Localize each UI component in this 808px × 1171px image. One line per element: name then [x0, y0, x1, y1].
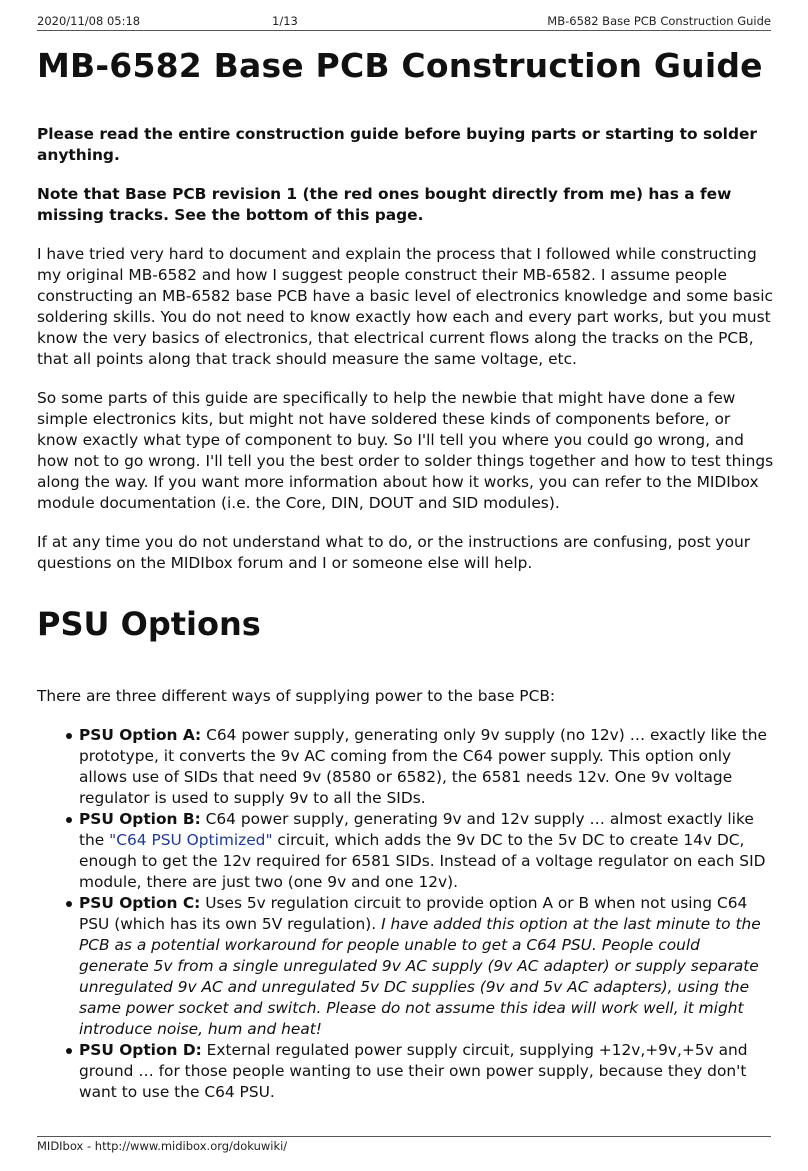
- page-title: MB-6582 Base PCB Construction Guide: [37, 46, 763, 85]
- intro-warning-2: Note that Base PCB revision 1 (the red ones bought directly from me) has a few missing tracks. See the bottom of this page.: [37, 185, 732, 224]
- option-b-text-1: C64 power supply, generating 9v and 12v supply … almost exactly like the: [79, 810, 754, 849]
- list-item-option-c: [79, 893, 774, 1040]
- option-a-text: C64 power supply, generating only 9v supply (no 12v) … exactly like the prototype, it converts the 9v AC coming from the C64 power supply. This option only allows use of SIDs that need 9v (8580 or 6582), the 6581 needs 12v. One 9v voltage regulator is used to supply 9v to all the SIDs.: [79, 726, 768, 807]
- header-timestamp: 2020/11/08 05:18: [37, 14, 141, 28]
- page-header: [37, 14, 771, 31]
- option-d-text: External regulated power supply circuit, supplying +12v,+9v,+5v and ground … for those people wanting to use their own power supply, because they don't want to use the C64 PSU.: [79, 1041, 748, 1101]
- option-d-label: PSU Option D:: [79, 1041, 202, 1059]
- page-footer: MIDIbox - http://www.midibox.org/dokuwiki/: [37, 1136, 771, 1153]
- page-content: [37, 40, 774, 1103]
- psu-intro: There are three different ways of supplying power to the base PCB:: [37, 687, 556, 705]
- option-a-label: PSU Option A:: [79, 726, 202, 744]
- option-b-text-2: circuit, which adds the 9v DC to the 5v DC to create 14v DC, enough to get the 12v required for 6581 SIDs. Instead of a voltage regulator on each SID module, there are just two (one 9v and one 12v).: [79, 831, 766, 891]
- section-title-psu-options: PSU Options: [37, 605, 261, 643]
- c64-psu-optimized-link[interactable]: "C64 PSU Optimized": [109, 831, 273, 849]
- list-item-option-a: [79, 725, 774, 809]
- psu-options-list: [37, 725, 774, 1103]
- option-c-text: Uses 5v regulation circuit to provide option A or B when not using C64 PSU (which has its own 5V regulation).: [79, 894, 748, 933]
- intro-paragraph-3: If at any time you do not understand what to do, or the instructions are confusing, post your questions on the MIDIbox forum and I or someone else will help.: [37, 533, 751, 572]
- header-doc-title: MB-6582 Base PCB Construction Guide: [547, 14, 771, 28]
- intro-warning-1: Please read the entire construction guide before buying parts or starting to solder anything.: [37, 125, 757, 164]
- header-page-number: 1/13: [272, 14, 298, 28]
- list-item-option-d: [79, 1040, 774, 1103]
- option-c-italic-note: I have added this option at the last minute to the PCB as a potential workaround for people unable to get a C64 PSU. People could generate 5v from a single unregulated 9v AC supply (9v AC adapter) or supply separate unregulated 9v AC and unregulated 5v DC supplies (9v and 5v AC adapters), using the same power socket and switch. Please do not assume this idea will work well, it might introduce noise, hum and heat!: [79, 915, 761, 1038]
- intro-paragraph-1: I have tried very hard to document and explain the process that I followed while constructing my original MB-6582 and how I suggest people construct their MB-6582. I assume people constructing an MB-6582 base PCB have a basic level of electronics knowledge and some basic soldering skills. You do not need to know exactly how each and every part works, but you must know the very basics of electronics, that electrical current flows along the tracks on the PCB, that all points along that track should measure the same voltage, etc.: [37, 245, 774, 368]
- option-b-label: PSU Option B:: [79, 810, 201, 828]
- intro-paragraph-2: So some parts of this guide are specifically to help the newbie that might have done a few simple electronics kits, but might not have soldered these kinds of components before, or know exactly what type of component to buy. So I'll tell you where you could go wrong, and how not to go wrong. I'll tell you the best order to solder things together and how to test things along the way. If you want more information about how it works, you can refer to the MIDIbox module documentation (i.e. the Core, DIN, DOUT and SID modules).: [37, 389, 774, 512]
- option-c-label: PSU Option C:: [79, 894, 201, 912]
- list-item-option-b: [79, 809, 774, 893]
